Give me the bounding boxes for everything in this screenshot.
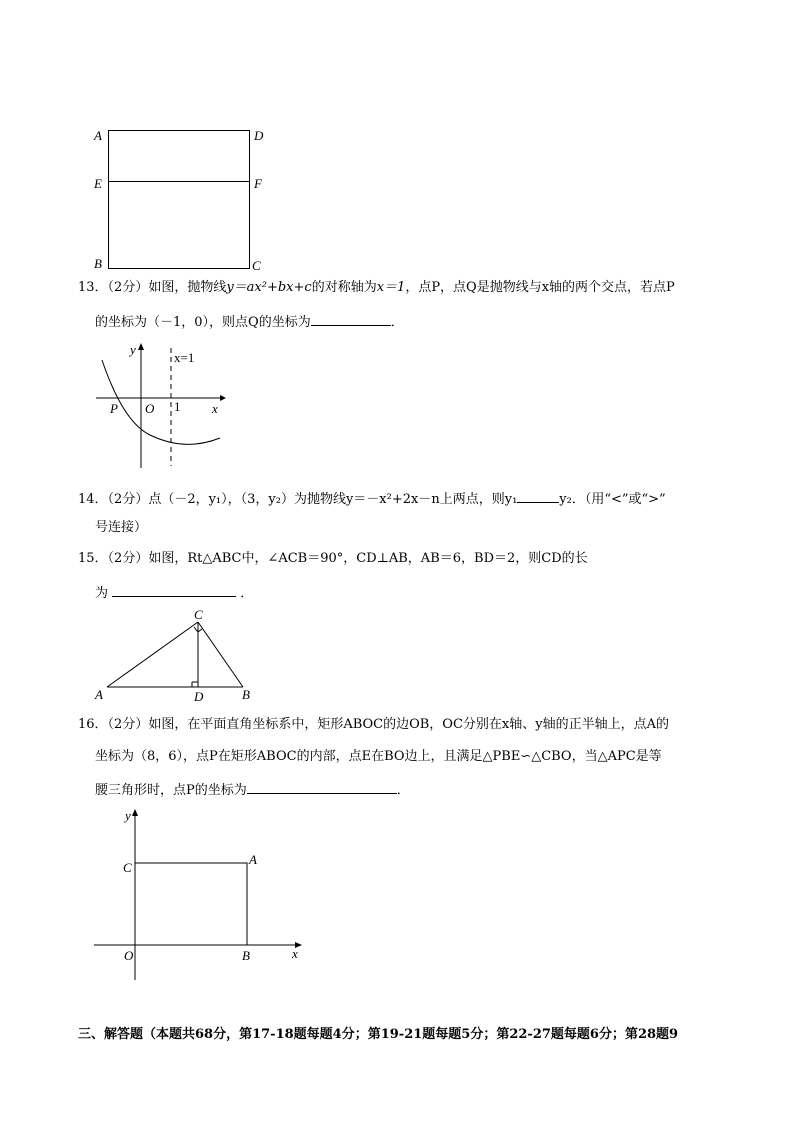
q14-line1: 14．（2分）点（－2，y₁），（3，y₂）为抛物线y＝－x²+2x－n上两点，则y₁ y₂．（用“<”或“>” bbox=[78, 488, 666, 509]
vertex-A-label: A bbox=[249, 852, 257, 867]
x-axis-label: x bbox=[212, 401, 218, 416]
answer-blank[interactable] bbox=[247, 779, 397, 794]
symmetry-label: x=1 bbox=[174, 350, 195, 365]
vertex-C-label: C bbox=[123, 860, 132, 875]
rectangle-figure bbox=[88, 122, 278, 274]
vertex-B-label: B bbox=[242, 948, 250, 963]
label-F: F bbox=[254, 176, 262, 191]
section-3-heading: 三、解答题（本题共68分，第17-18题每题4分；第19-21题每题5分；第22-27题每题6分；第28题9 bbox=[78, 1027, 679, 1042]
origin-label: O bbox=[145, 401, 155, 416]
point-P-label: P bbox=[110, 401, 118, 416]
foot-D-label: D bbox=[194, 689, 204, 702]
q13-line2: 的坐标为（－1，0），则点Q的坐标为 ． bbox=[95, 311, 404, 332]
answer-blank[interactable] bbox=[112, 582, 236, 597]
y-axis-label: y bbox=[130, 342, 136, 357]
label-B: B bbox=[94, 256, 102, 271]
label-A: A bbox=[94, 128, 102, 143]
vertex-C-label: C bbox=[194, 607, 203, 622]
q16-line3: 腰三角形时，点P的坐标为 ． bbox=[95, 779, 410, 800]
parabola-figure bbox=[90, 340, 230, 472]
coordinate-rectangle-figure bbox=[90, 806, 310, 982]
origin-O-label: O bbox=[124, 948, 134, 963]
label-E: E bbox=[94, 176, 102, 191]
vertex-B-label: B bbox=[242, 687, 250, 702]
triangle-figure bbox=[90, 606, 260, 702]
q14-line2: 号连接） bbox=[95, 520, 148, 535]
q15-line1: 15．（2分）如图，Rt△ABC中，∠ACB＝90°，CD⊥AB，AB＝6，BD＝2，则CD的长 bbox=[78, 551, 588, 566]
answer-blank[interactable] bbox=[517, 488, 559, 503]
q15-line2: 为 ． bbox=[95, 582, 253, 603]
vertex-A-label: A bbox=[95, 687, 103, 702]
q16-line2: 坐标为（8，6），点P在矩形ABOC的内部，点E在BO边上，且满足△PBE∽△CBO，当△APC是等 bbox=[95, 749, 662, 764]
label-D: D bbox=[254, 128, 264, 143]
q13-line1: 13．（2分）如图，抛物线y＝ax²+bx+c的对称轴为x＝1，点P，点Q是抛物线与x轴的两个交点，若点P bbox=[78, 280, 675, 295]
label-C: C bbox=[252, 258, 261, 273]
x-axis-label: x bbox=[292, 946, 298, 961]
answer-blank[interactable] bbox=[311, 311, 391, 326]
y-axis-label: y bbox=[125, 808, 131, 823]
q16-line1: 16．（2分）如图，在平面直角坐标系中，矩形ABOC的边OB，OC分别在x轴、y轴的正半轴上，点A的 bbox=[78, 717, 669, 732]
tick-1-label: 1 bbox=[174, 399, 181, 414]
